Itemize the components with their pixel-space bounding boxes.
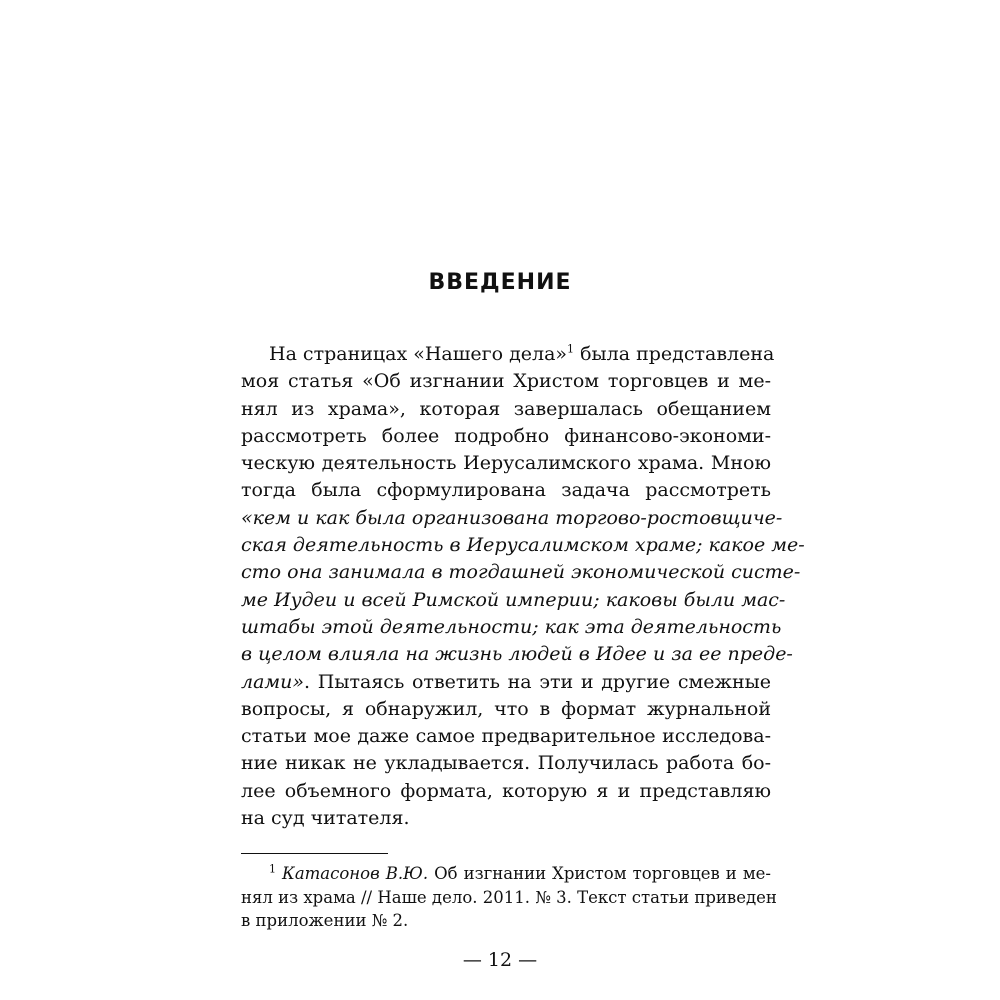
page-number: — 12 — <box>462 949 538 971</box>
text-line: лами». Пытаясь ответить на эти и другие смежные <box>241 670 771 693</box>
text-line: на суд читателя. <box>241 807 410 830</box>
footnote-marker: 1 <box>269 862 276 876</box>
text-line: нял из храма», которая завершалась обещанием <box>241 397 771 420</box>
text-line: лее объемного формата, которую я и представляю <box>241 779 771 802</box>
body-paragraph <box>241 341 805 832</box>
quoted-text-line: «кем и как была организована торгово-ростовщиче- <box>241 506 783 529</box>
quoted-text-line: ская деятельность в Иерусалимском храме; какое ме- <box>241 534 805 557</box>
text-line: моя статья «Об изгнании Христом торговцев и ме- <box>241 370 771 393</box>
text-line: вопросы, я обнаружил, что в формат журнальной <box>241 697 771 720</box>
footnote-reference: 1 <box>567 342 575 356</box>
chapter-title: ВВЕДЕНИЕ <box>428 270 572 295</box>
text-line: На страницах «Нашего дела»$^1$ была представлена <box>269 342 775 365</box>
footnote <box>241 862 777 933</box>
footnote-line: нял из храма // Наше дело. 2011. № 3. Текст статьи приведен <box>241 887 777 907</box>
text-line: ние никак не укладывается. Получилась работа бо- <box>241 752 771 775</box>
footnote-author: Катасонов В.Ю. <box>282 864 429 883</box>
footnote-line: в приложении № 2. <box>241 911 409 930</box>
quoted-text-line: сто она занимала в тогдашней экономической систе- <box>241 561 801 584</box>
text-line: тогда была сформулирована задача рассмотреть <box>241 479 771 502</box>
quoted-text-line: штабы этой деятельности; как эта деятельность <box>241 615 782 638</box>
footnote-separator <box>241 853 388 854</box>
footnote-line: $^1$ Катасонов В.Ю. Об изгнании Христом торговцев и ме- <box>269 862 771 883</box>
quoted-text-line: ме Иудеи и всей Римской империи; каковы были мас- <box>241 588 786 611</box>
text-line: ческую деятельность Иерусалимского храма. Мною <box>241 452 771 475</box>
text-line: статьи мое даже самое предварительное исследова- <box>241 725 771 748</box>
text-line: рассмотреть более подробно финансово-экономи- <box>241 424 771 447</box>
quoted-text-line: в целом влияла на жизнь людей в Идее и за ее преде- <box>241 643 793 666</box>
